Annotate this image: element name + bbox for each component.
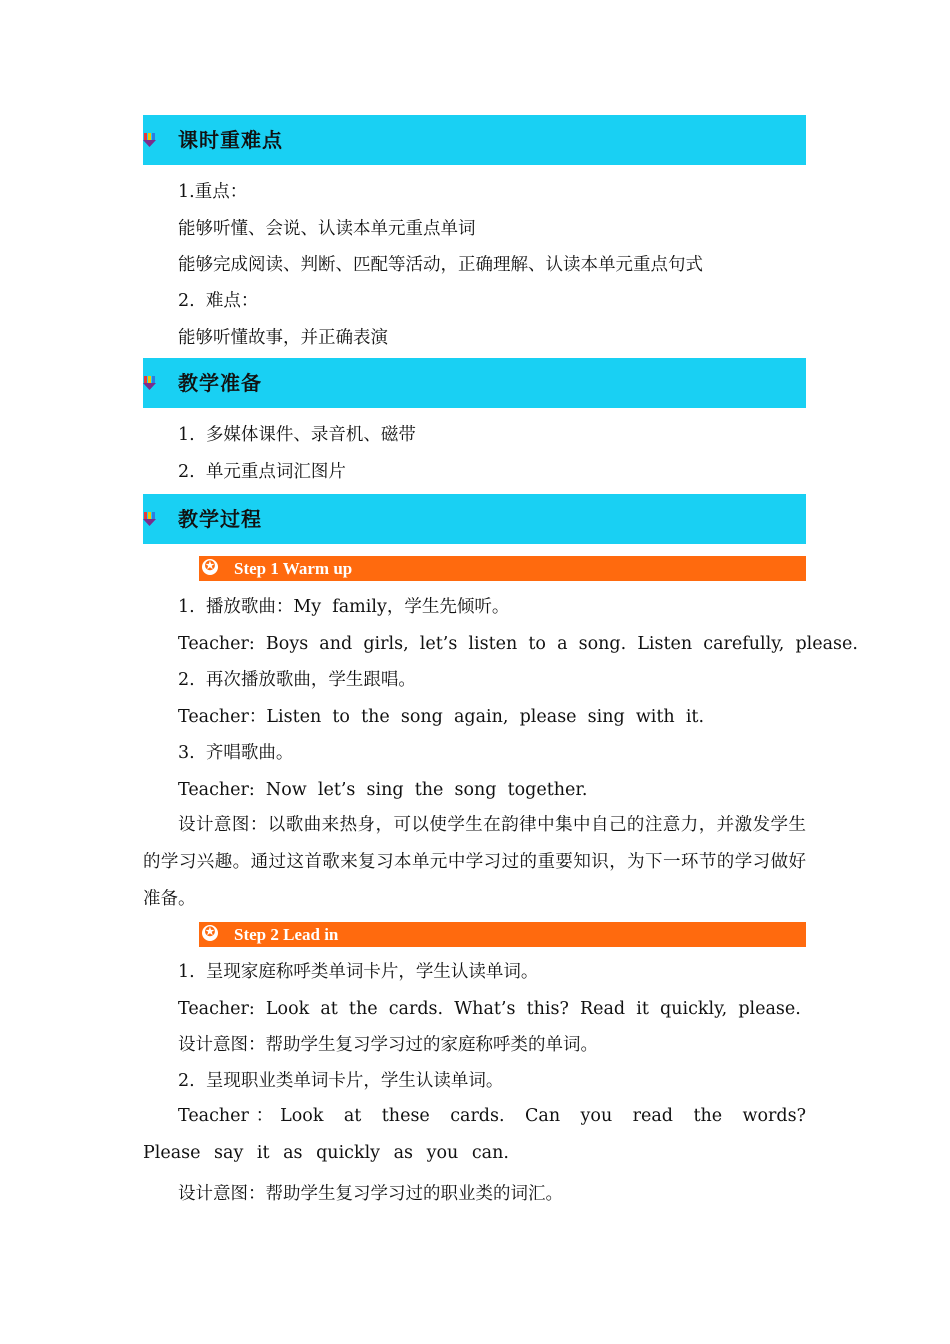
text-line: 设计意图：帮助学生复习学习过的职业类的词汇。 bbox=[178, 1184, 563, 1204]
section-header-preparation bbox=[143, 358, 806, 408]
star-circle-icon: ✪ bbox=[202, 925, 218, 941]
text-line: 2. 再次播放歌曲，学生跟唱。 bbox=[178, 670, 416, 690]
bullet-arrow-icon bbox=[143, 132, 157, 148]
bullet-arrow-icon bbox=[143, 511, 157, 527]
star-circle-icon: ✪ bbox=[202, 559, 218, 575]
design-intent-paragraph: 设计意图：以歌曲来热身，可以使学生在韵律中集中自己的注意力，并激发学生的学习兴趣。通过这首歌来复习本单元中学习过的重要知识，为下一环节的学习做好准备。 bbox=[143, 815, 806, 909]
text-line: 1. 多媒体课件、录音机、磁带 bbox=[178, 425, 416, 445]
text-line: 能够听懂故事，并正确表演 bbox=[178, 328, 388, 348]
step-title: Step 1 Warm up bbox=[234, 559, 353, 578]
step-header-lead-in bbox=[199, 922, 806, 947]
section-title: 教学过程 bbox=[178, 507, 262, 531]
step-title: Step 2 Lead in bbox=[234, 925, 339, 944]
text-line: 1.重点： bbox=[178, 182, 248, 202]
section-title: 课时重难点 bbox=[178, 128, 283, 152]
teacher-paragraph: Teacher：Look at these cards. Can you read the words? Please say it as quickly as you can. bbox=[143, 1106, 806, 1163]
text-line: 能够完成阅读、判断、匹配等活动，正确理解、认读本单元重点句式 bbox=[178, 255, 703, 275]
text-line: 3. 齐唱歌曲。 bbox=[178, 743, 294, 763]
text-line: 2. 呈现职业类单词卡片，学生认读单词。 bbox=[178, 1071, 504, 1091]
text-line: Teacher: Look at the cards. What’s this? Read it quickly, please. bbox=[178, 999, 801, 1019]
text-line: 2. 单元重点词汇图片 bbox=[178, 462, 346, 482]
section-header-key-points bbox=[143, 115, 806, 165]
text-line: Teacher：Listen to the song again, please sing with it. bbox=[178, 707, 705, 727]
step-header-warm-up bbox=[199, 556, 806, 581]
text-line: 1. 播放歌曲：My family，学生先倾听。 bbox=[178, 597, 510, 617]
text-line: Teacher: Now let’s sing the song together. bbox=[178, 780, 588, 800]
section-header-process bbox=[143, 494, 806, 544]
text-line: Teacher: Boys and girls, let’s listen to a song. Listen carefully, please. bbox=[178, 634, 858, 654]
bullet-arrow-icon bbox=[143, 375, 157, 391]
text-line: 1. 呈现家庭称呼类单词卡片，学生认读单词。 bbox=[178, 962, 539, 982]
text-line: 设计意图：帮助学生复习学习过的家庭称呼类的单词。 bbox=[178, 1035, 598, 1055]
section-title: 教学准备 bbox=[178, 371, 262, 395]
text-line: 2. 难点： bbox=[178, 291, 259, 311]
text-line: 能够听懂、会说、认读本单元重点单词 bbox=[178, 219, 476, 239]
